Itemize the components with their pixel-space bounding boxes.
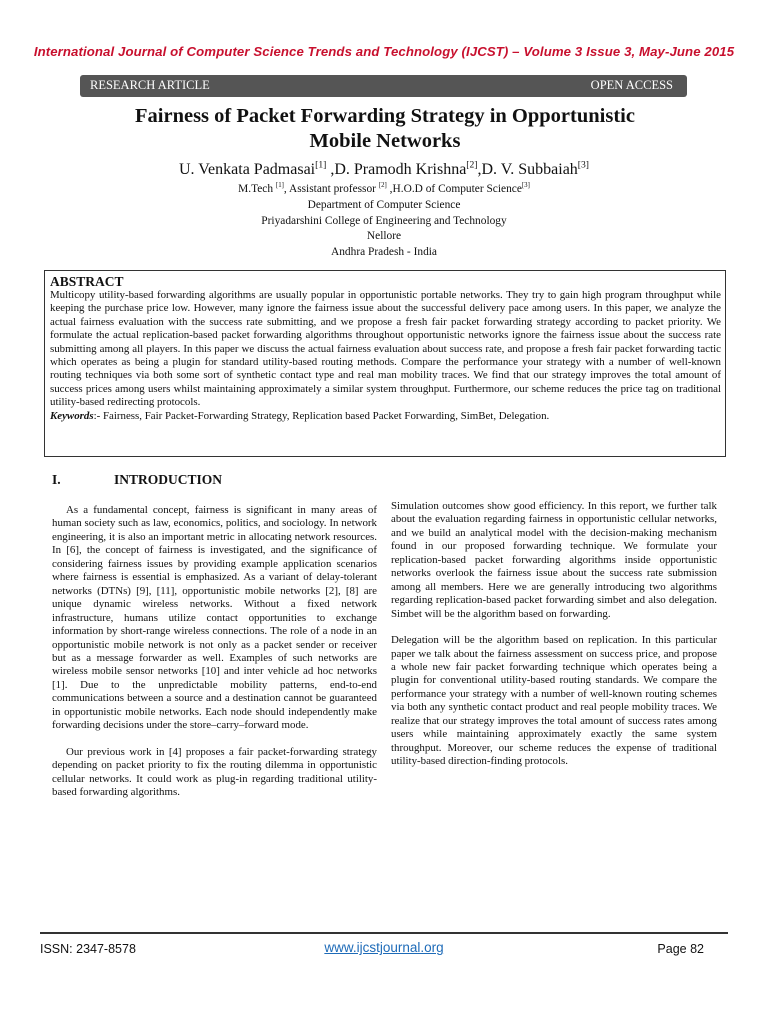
keywords-label: Keywords bbox=[50, 409, 94, 422]
section-title: INTRODUCTION bbox=[114, 472, 223, 487]
footer-page-number: Page 82 bbox=[657, 942, 704, 956]
author-mark: [3] bbox=[577, 159, 589, 171]
journal-header: International Journal of Computer Science Trends and Technology (IJCST) – Volume 3 Issue 3, May-June 2015 bbox=[33, 44, 735, 59]
state: Andhra Pradesh - India bbox=[331, 246, 437, 259]
author-mark: [2] bbox=[466, 159, 478, 171]
author-list: U. Venkata Padmasai[1] ,D. Pramodh Krishna[2],D. V. Subbaiah[3] bbox=[179, 159, 589, 178]
author-roles: M.Tech [1], Assistant professor [2] ,H.O.D of Computer Science[3] bbox=[238, 182, 530, 195]
paragraph: Delegation will be the algorithm based on replication. In this particular paper we talk about the fairness assessment on success price, and propose a whole new fair packet forwarding technique which operates being a plugin for conventional utility-based routing standards. We compare the performance your strategy with a number of well-known routing schemes via both any synthetic contact product and real people mobility traces. We realize that our strategy improves the total amount of success rates among users while maintaining approximately exactly the same system throughput. Moreover, our scheme reduces the expense of traditional utility-based direction-finding protocols. bbox=[391, 634, 717, 768]
role-mark: [3] bbox=[521, 182, 530, 190]
abstract-heading: ABSTRACT bbox=[50, 274, 124, 289]
paper-title-line-1: Fairness of Packet Forwarding Strategy in Opportunistic bbox=[135, 105, 635, 127]
role: Assistant professor bbox=[288, 183, 376, 195]
right-column bbox=[391, 500, 717, 769]
author-mark: [1] bbox=[315, 159, 327, 171]
role-mark: [2] bbox=[378, 182, 387, 190]
section-number: I. bbox=[52, 472, 61, 487]
paragraph: Our previous work in [4] proposes a fair packet-forwarding strategy depending on packet priority to fix the routing dilemma in opportunistic cellular networks. It could work as plug-in regarding traditional utility-based forwarding algorithms. bbox=[52, 745, 377, 799]
author-name: D. V. Subbaiah bbox=[481, 161, 578, 178]
article-type-bar bbox=[80, 75, 687, 97]
paragraph: As a fundamental concept, fairness is significant in many areas of human society such as law, economics, politics, and sociology. In network engineering, it is also an important metric in allocating network resources. In [6], the concept of fairness is investigated, and the significance of considering fairness issues by providing example application scenarios where fairness is essential is emphasized. As a variant of delay-tolerant networks (DTNs) [9], [11], opportunistic mobile networks [2], [8] are unique dynamic wireless networks. Without a fixed network infrastructure, humans utilize contact opportunities to exchange information by short-range wireless connections. The role of a node in an opportunistic mobile network is not only as a packet sender or receiver but as a message forwarder as well. Examples of such networks are wireless mobile sensor networks [10] and inter vehicle ad hoc networks [1]. Due to the unpredictable mobility patterns, end-to-end communications between a source and a destination cannot be guaranteed in opportunistic mobile networks. Each node should independently make forwarding decisions under the store–carry–forward mode. bbox=[52, 504, 377, 732]
department: Department of Computer Science bbox=[307, 198, 461, 211]
left-column bbox=[52, 504, 377, 800]
paper-title bbox=[80, 104, 690, 154]
paragraph: Simulation outcomes show good efficiency. In this report, we further talk about the evaluation regarding fairness in opportunistic cellular networks, and we build an analytical model with the decision-making mechanism found in our proposed forwarding technique. We formulate your replication-based packet forwarding algorithms inside opportunistic networks overlook the fairness issue about the success rate submission among all members. Here we are generally introducing two algorithms regarding replication-based packet forwarding simbet and also delegation. Simbet will be the algorithm based on forwarding. bbox=[391, 500, 717, 620]
keywords-text: :- Fairness, Fair Packet-Forwarding Strategy, Replication based Packet Forwarding, SimBet, Delegation. bbox=[93, 409, 550, 422]
author-name: D. Pramodh Krishna bbox=[334, 161, 467, 178]
role: M.Tech bbox=[238, 183, 274, 195]
city: Nellore bbox=[366, 230, 402, 243]
role-mark: [1] bbox=[275, 182, 284, 190]
paper-title-line-2: Mobile Networks bbox=[309, 130, 461, 152]
section-heading bbox=[52, 472, 222, 488]
affiliation-block bbox=[0, 182, 768, 261]
article-type-label: RESEARCH ARTICLE bbox=[90, 78, 210, 92]
abstract-text: Multicopy utility-based forwarding algorithms are usually popular in opportunistic portable networks. They try to gain high program throughput while keeping the purchase price low. However, many ignore the fairness issue about the successful delivery pace among users. In this paper, we analyze the actual fairness evaluation with the success rate submitting, and we propose a fresh fair packet forwarding strategy according to packet priority. We formulate the actual replication-based packet forwarding algorithms throughout opportunistic networks ignore the fairness issue about the success rate submitting among all players. In this paper we discuss the actual fairness evaluation about success rate, and propose a fresh fair packet forwarding tactic which operates as being a plugin for standard utility-based routing methods. Compare the performance your strategy with a number of well-known routing techniques via both some sort of synthetic contact type and real man mobility traces. We find that our strategy improves the total amount of success prices among users whilst maintaining approximately a similar system throughput. Furthermore, our scheme reduces the price tag on traditional utility-based redirecting protocols. bbox=[50, 289, 721, 409]
role: H.O.D of Computer Science bbox=[392, 183, 522, 195]
footer-journal-link[interactable]: www.ijcstjournal.org bbox=[324, 940, 444, 955]
college: Priyadarshini College of Engineering and Technology bbox=[261, 214, 507, 227]
author-name: U. Venkata Padmasai bbox=[179, 161, 316, 178]
abstract-box bbox=[44, 270, 726, 457]
open-access-label: OPEN ACCESS bbox=[590, 78, 673, 92]
keywords-line bbox=[50, 410, 721, 423]
footer-issn: ISSN: 2347-8578 bbox=[40, 942, 136, 956]
footer-divider bbox=[40, 932, 728, 934]
